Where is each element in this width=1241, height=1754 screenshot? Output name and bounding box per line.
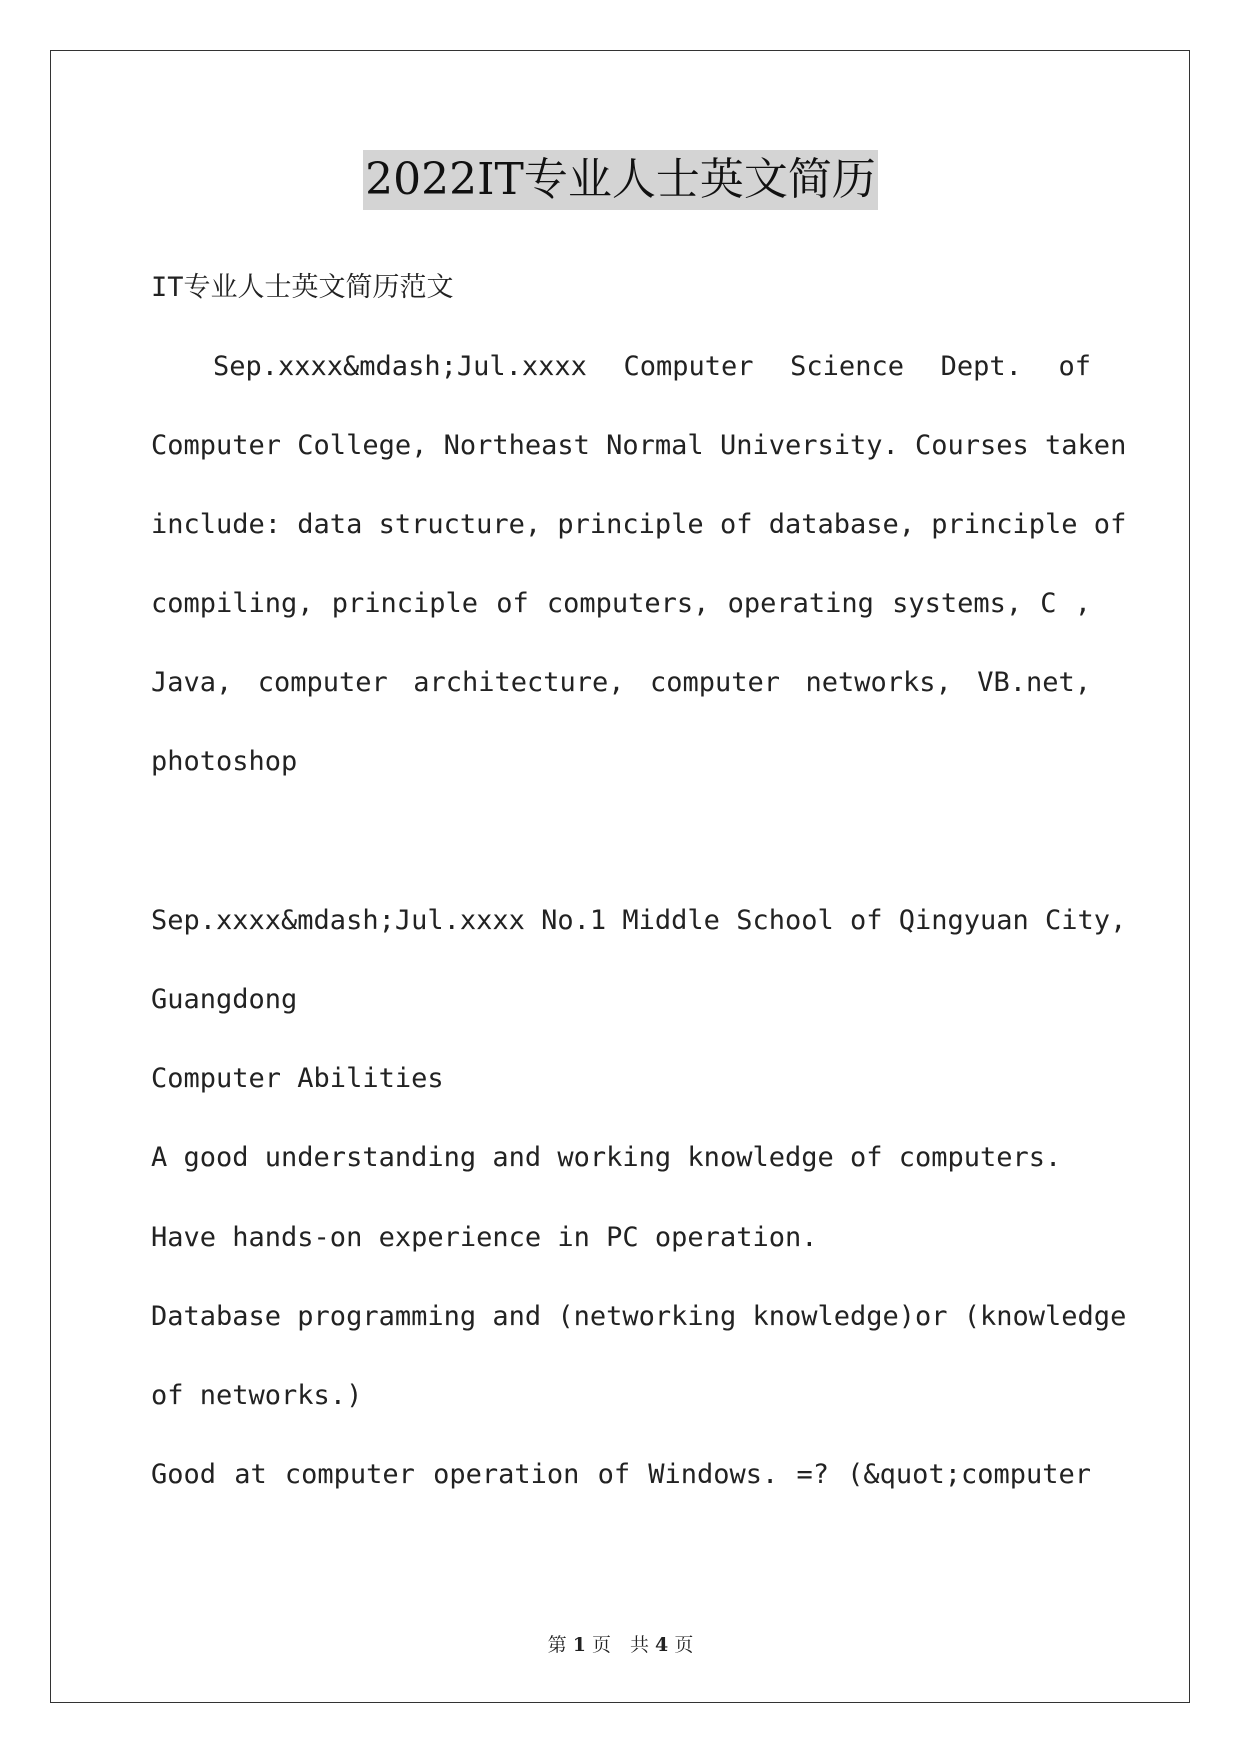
document-title: 2022IT专业人士英文简历 [363,150,878,210]
page-footer [0,1630,1241,1657]
title-container [0,150,1241,210]
paragraph-line: Good at computer operation of Windows. =? (&quot;computer [151,1459,1091,1490]
paragraph-line: Sep.xxxx&mdash;Jul.xxxx Computer Science Dept. of [213,351,1091,382]
current-page-number: 1 [572,1634,586,1656]
total-page-count: 4 [655,1634,669,1656]
paragraph-line: of networks.) [151,1380,363,1411]
paragraph-line: A good understanding and working knowledge of computers. [151,1142,1062,1173]
paragraph-line: Have hands-on experience in PC operation. [151,1222,818,1253]
paragraph-line: Database programming and (networking knowledge)or (knowledge [151,1301,1127,1332]
paragraph-line: include: data structure, principle of database, principle of [151,509,1127,540]
paragraph-line: Guangdong [151,984,298,1015]
paragraph-line: Computer College, Northeast Normal University. Courses taken [151,430,1127,461]
footer-prefix: 第 [547,1634,567,1656]
document-subtitle: IT专业人士英文简历范文 [151,272,454,303]
section-heading: Computer Abilities [151,1063,444,1094]
footer-middle: 页 共 [591,1634,649,1656]
paragraph-line: compiling, principle of computers, operating systems, C , [151,588,1091,619]
footer-suffix: 页 [674,1634,694,1656]
paragraph-line: Sep.xxxx&mdash;Jul.xxxx No.1 Middle School of Qingyuan City, [151,905,1127,936]
paragraph-line: Java, computer architecture, computer networks, VB.net, [151,667,1091,698]
paragraph-line: photoshop [151,746,298,777]
